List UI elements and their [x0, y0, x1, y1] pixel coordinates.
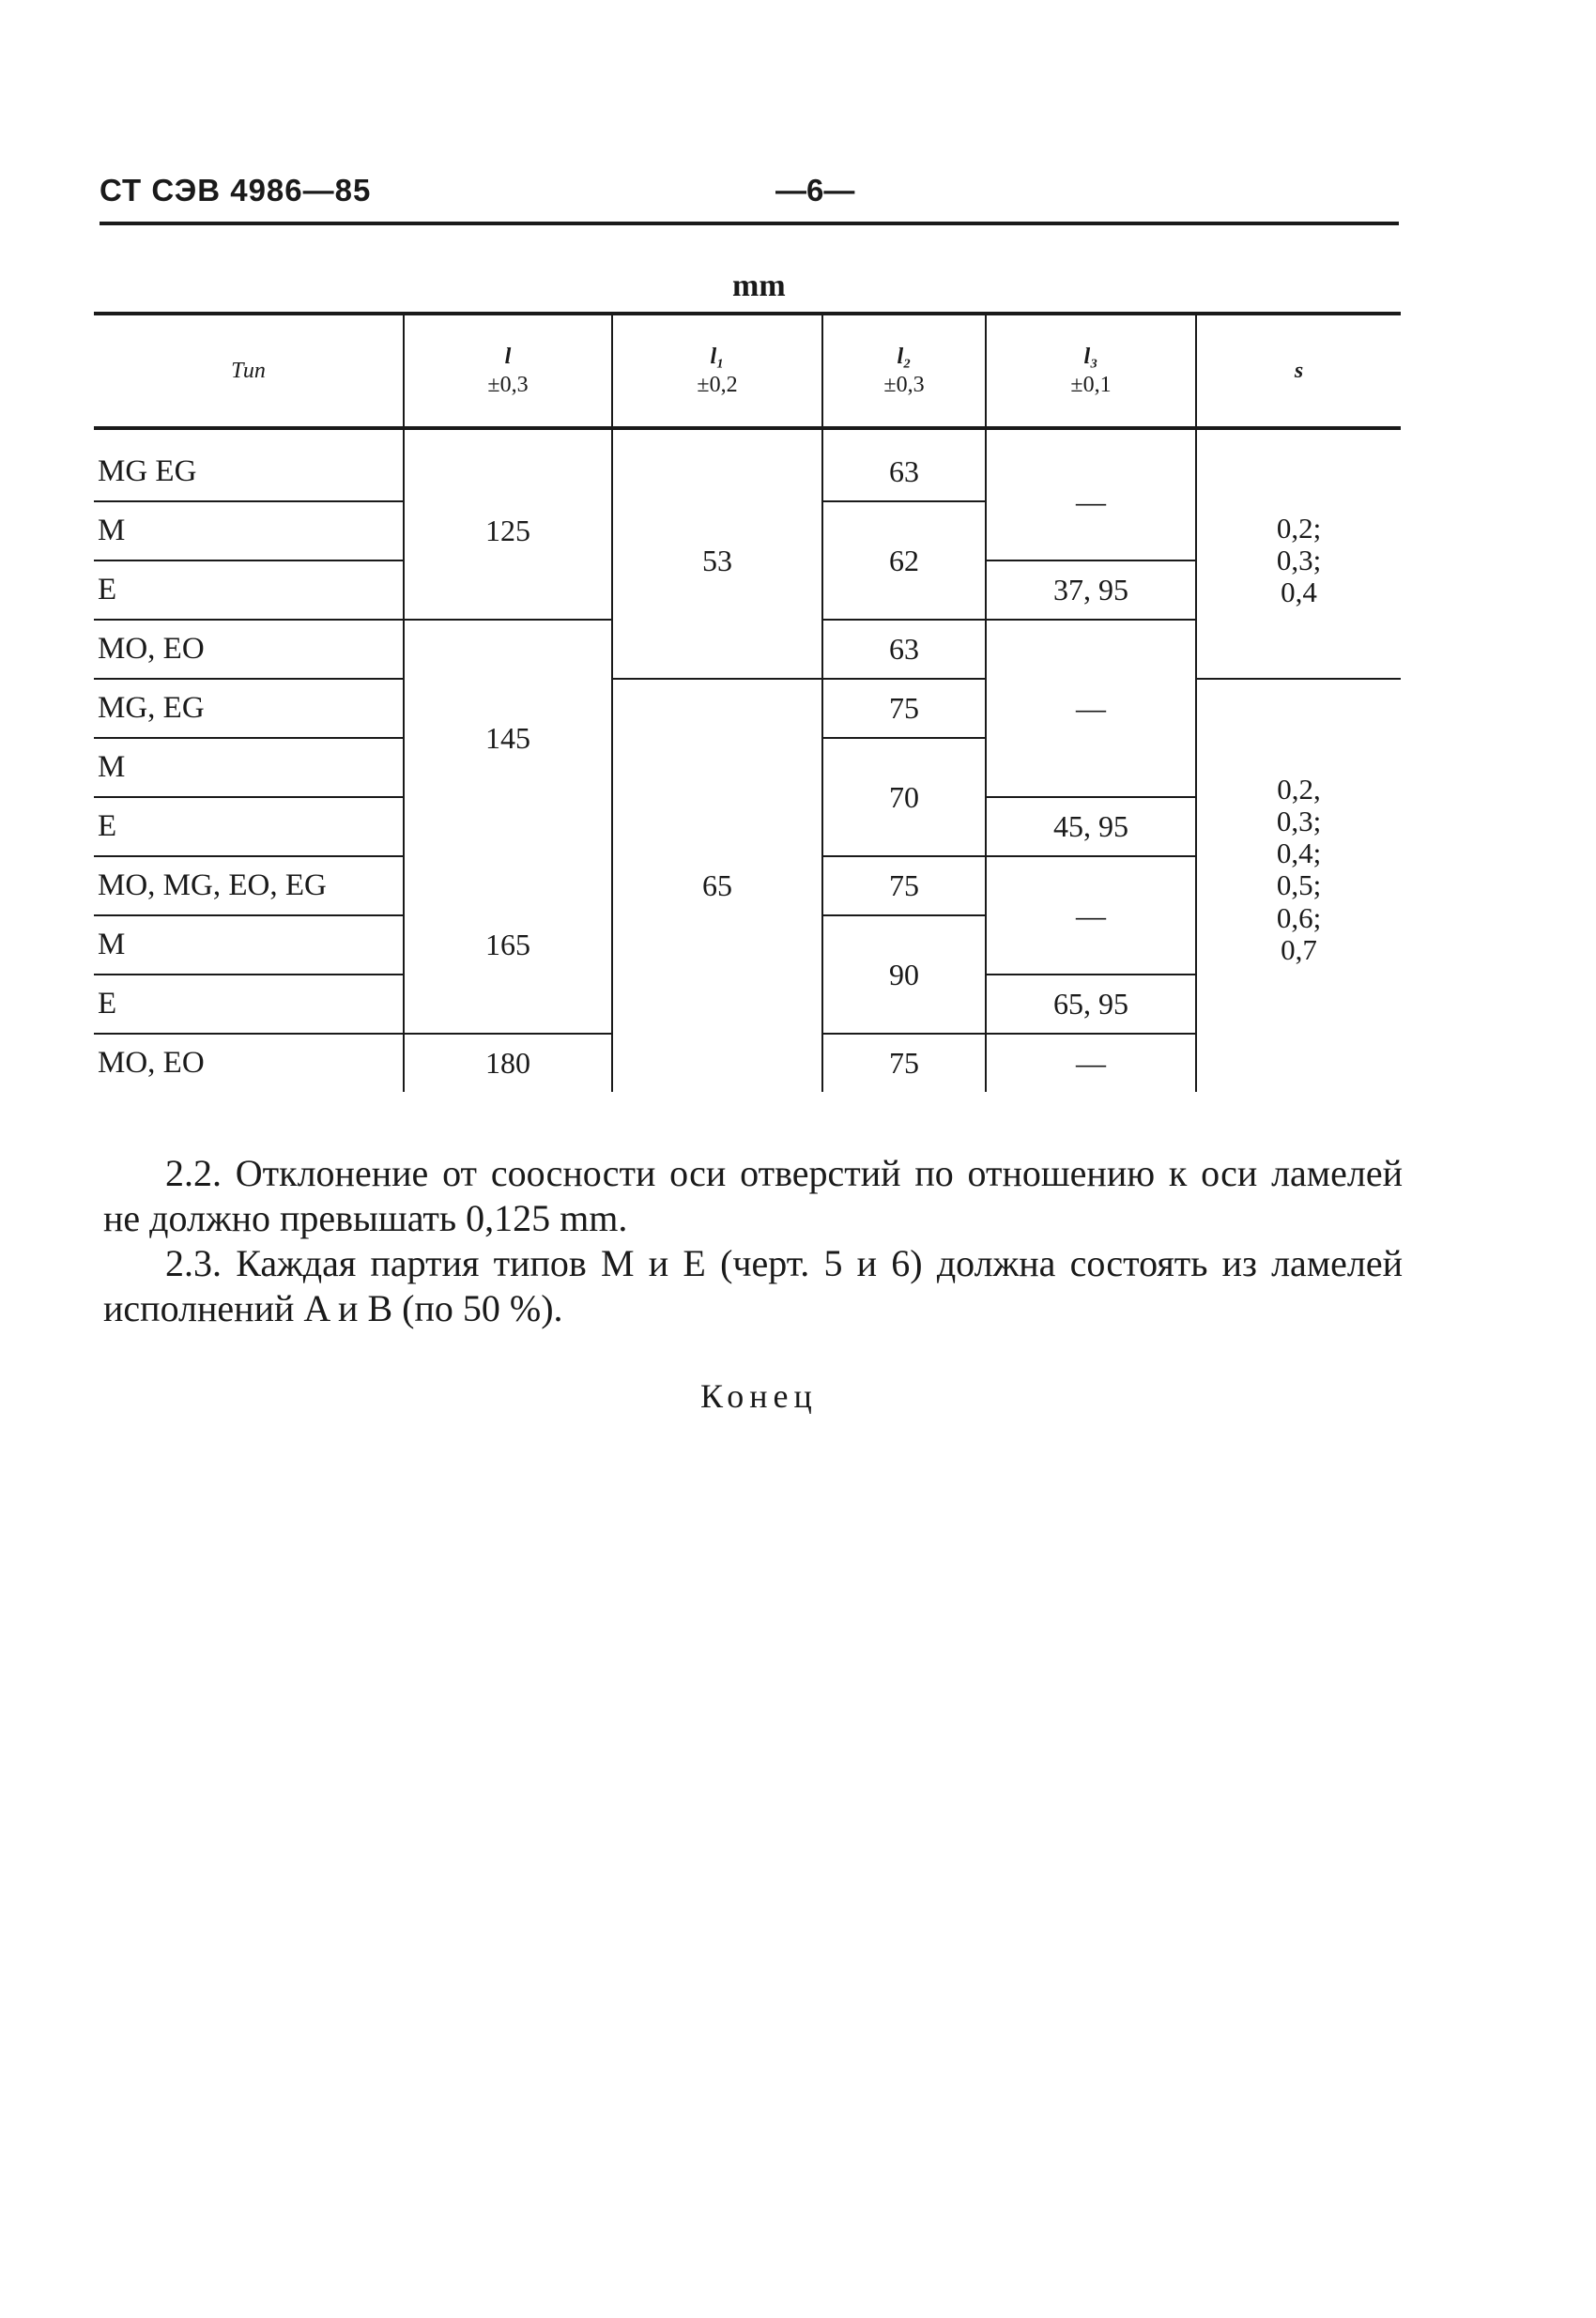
l1-cell: 65 — [612, 679, 822, 1092]
l3-cell: — — [986, 1034, 1196, 1092]
col-header-l2: l₂ ±0,3 — [822, 314, 986, 428]
col-header-l3: l₃ ±0,1 — [986, 314, 1196, 428]
type-cell: MO, EO — [94, 620, 404, 679]
table-row — [94, 428, 1401, 501]
l2-cell: 63 — [822, 428, 986, 501]
dimensions-table — [94, 312, 1401, 1092]
l-cell: 125 — [404, 428, 612, 620]
l2-cell: 70 — [822, 738, 986, 856]
l2-cell: 62 — [822, 501, 986, 620]
l2-cell: 63 — [822, 620, 986, 679]
type-cell: MO, MG, EO, EG — [94, 856, 404, 915]
type-cell: E — [94, 797, 404, 856]
l2-cell: 75 — [822, 1034, 986, 1092]
end-mark: Конец — [700, 1377, 818, 1415]
type-cell: E — [94, 560, 404, 620]
type-cell: MG, EG — [94, 679, 404, 738]
type-cell: M — [94, 915, 404, 975]
l-cell: 165 — [404, 856, 612, 1034]
l-cell: 145 — [404, 620, 612, 856]
type-cell: M — [94, 738, 404, 797]
page-header — [100, 173, 1399, 229]
l2-cell: 75 — [822, 679, 986, 738]
col-header-type: Тип — [94, 314, 404, 428]
header-rule — [100, 222, 1399, 225]
col-header-l: l ±0,3 — [404, 314, 612, 428]
s-cell: 0,2, 0,3; 0,4; 0,5; 0,6; 0,7 — [1196, 679, 1401, 1092]
col-header-s: s — [1196, 314, 1401, 428]
page-number: —6— — [775, 173, 855, 207]
l3-cell: 65, 95 — [986, 975, 1196, 1034]
table-unit: mm — [732, 269, 786, 303]
l3-cell: — — [986, 428, 1196, 560]
paragraph-2-3: 2.3. Каждая партия типов M и E (черт. 5 и 6) должна состоять из ламелей исполнений A и B (по 50 %). — [103, 1242, 1403, 1329]
l3-cell: 45, 95 — [986, 797, 1196, 856]
type-cell: E — [94, 975, 404, 1034]
l2-cell: 75 — [822, 856, 986, 915]
l3-cell: 37, 95 — [986, 560, 1196, 620]
type-cell: MG EG — [94, 428, 404, 501]
type-cell: MO, EO — [98, 1046, 205, 1080]
document-code: СТ СЭВ 4986—85 — [100, 173, 372, 207]
s-cell: 0,2; 0,3; 0,4 — [1196, 428, 1401, 679]
table-row — [94, 679, 1401, 738]
paragraph-2-2: 2.2. Отклонение от соосности оси отверстий по отношению к оси ламелей не должно превышать 0,125 mm. — [103, 1152, 1403, 1239]
l3-cell: — — [986, 856, 1196, 975]
type-cell: M — [94, 501, 404, 560]
l-cell: 180 — [404, 1034, 612, 1092]
l1-cell: 53 — [612, 428, 822, 679]
l2-cell: 90 — [822, 915, 986, 1034]
col-header-l1: l₁ ±0,2 — [612, 314, 822, 428]
table-header-row — [94, 314, 1401, 428]
dimensions-table-wrap — [94, 312, 1401, 1092]
l3-cell: — — [986, 620, 1196, 797]
